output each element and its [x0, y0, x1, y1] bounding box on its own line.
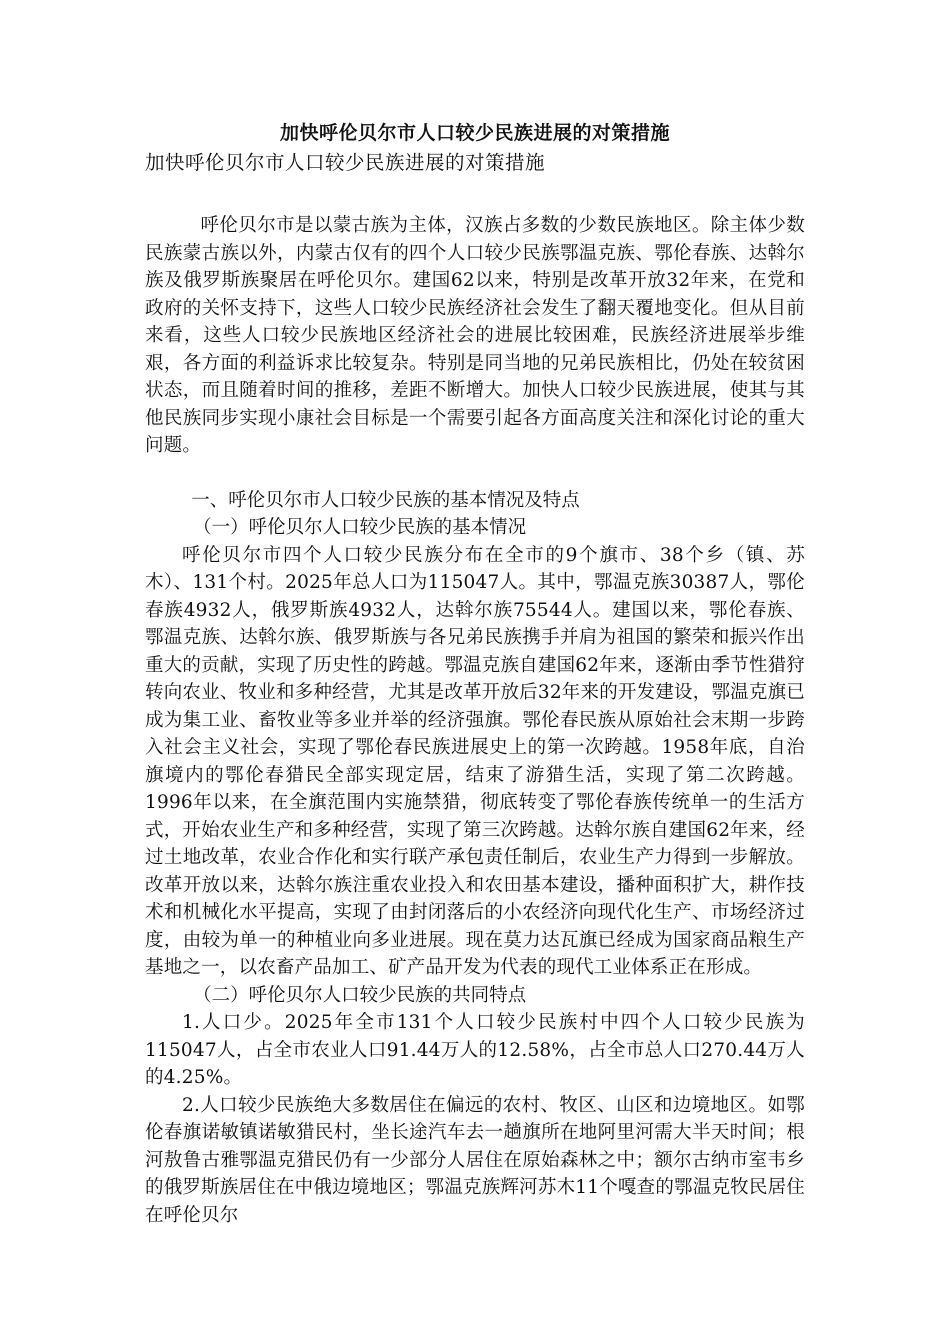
subsection-heading-basic-info: （一）呼伦贝尔人口较少民族的基本情况	[193, 517, 527, 538]
feature-point-2: 2.人口较少民族绝大多数居住在偏远的农村、牧区、山区和边境地区。如鄂伦春旗诺敏镇诺敏猎民村，坐长途汽车去一趟旗所在地阿里河需大半天时间；根河敖鲁古雅鄂温克猎民仍有一少部分人居住在原始森林之中；额尔古纳市室韦乡的俄罗斯族居住在中俄边境地区；鄂温克族辉河苏木11个嘎查的鄂温克牧民居住在呼伦贝尔	[145, 1094, 805, 1226]
document-subtitle: 加快呼伦贝尔市人口较少民族进展的对策措施	[145, 151, 546, 174]
document-title: 加快呼伦贝尔市人口较少民族进展的对策措施	[279, 122, 670, 144]
intro-paragraph: 呼伦贝尔市是以蒙古族为主体，汉族占多数的少数民族地区。除主体少数民族蒙古族以外，内蒙古仅有的四个人口较少民族鄂温克族、鄂伦春族、达斡尔族及俄罗斯族聚居在呼伦贝尔。建国62以来，特别是改革开放32年来，在党和政府的关怀支持下，这些人口较少民族经济社会发生了翻天覆地变化。但从目前来看，这些人口较少民族地区经济社会的进展比较困难，民族经济进展举步维艰，各方面的利益诉求比较复杂。特别是同当地的兄弟民族相比，仍处在较贫困状态，而且随着时间的推移，差距不断增大。加快人口较少民族进展，使其与其他民族同步实现小康社会目标是一个需要引起各方面高度关注和深化讨论的重大问题。	[145, 215, 805, 456]
section-heading-1: 一、呼伦贝尔市人口较少民族的基本情况及特点	[191, 489, 580, 511]
feature-point-1: 1.人口少。2025年全市131个人口较少民族村中四个人口较少民族为115047人，占全市农业人口91.44万人的12.58%，占全市总人口270.44万人的4.25%。	[145, 1012, 805, 1088]
paragraph-spacer	[145, 460, 805, 487]
basic-info-paragraph: 呼伦贝尔市四个人口较少民族分布在全市的9个旗市、38个乡（镇、苏木）、131个村。2025年总人口为115047人。其中，鄂温克族30387人，鄂伦春族4932人，俄罗斯族4932人，达斡尔族75544人。建国以来，鄂伦春族、鄂温克族、达斡尔族、俄罗斯族与各兄弟民族携手并肩为祖国的繁荣和振兴作出重大的贡献，实现了历史性的跨越。鄂温克族自建国62年来，逐渐由季节性猎狩转向农业、牧业和多种经营，尤其是改革开放后32年来的开发建设，鄂温克旗已成为集工业、畜牧业等多业并举的经济强旗。鄂伦春民族从原始社会末期一步跨入社会主义社会，实现了鄂伦春民族进展史上的第一次跨越。1958年底，自治旗境内的鄂伦春猎民全部实现定居，结束了游猎生活，实现了第二次跨越。1996年以来，在全旗范围内实施禁猎，彻底转变了鄂伦春族传统单一的生活方式，开始农业生产和多种经营，实现了第三次跨越。达斡尔族自建国62年来，经过土地改革，农业合作化和实行联产承包责任制后，农业生产力得到一步解放。改革开放以来，达斡尔族注重农业投入和农田基本建设，播种面积扩大，耕作技术和机械化水平提高，实现了由封闭落后的小农经济向现代化生产、市场经济过度，由较为单一的种植业向多业进展。现在莫力达瓦旗已经成为国家商品粮生产基地之一，以农畜产品加工、矿产品开发为代表的现代工业体系正在形成。	[145, 544, 805, 978]
document-body	[145, 118, 805, 1229]
subsection-heading-common-features: （二）呼伦贝尔人口较少民族的共同特点	[193, 984, 527, 1006]
